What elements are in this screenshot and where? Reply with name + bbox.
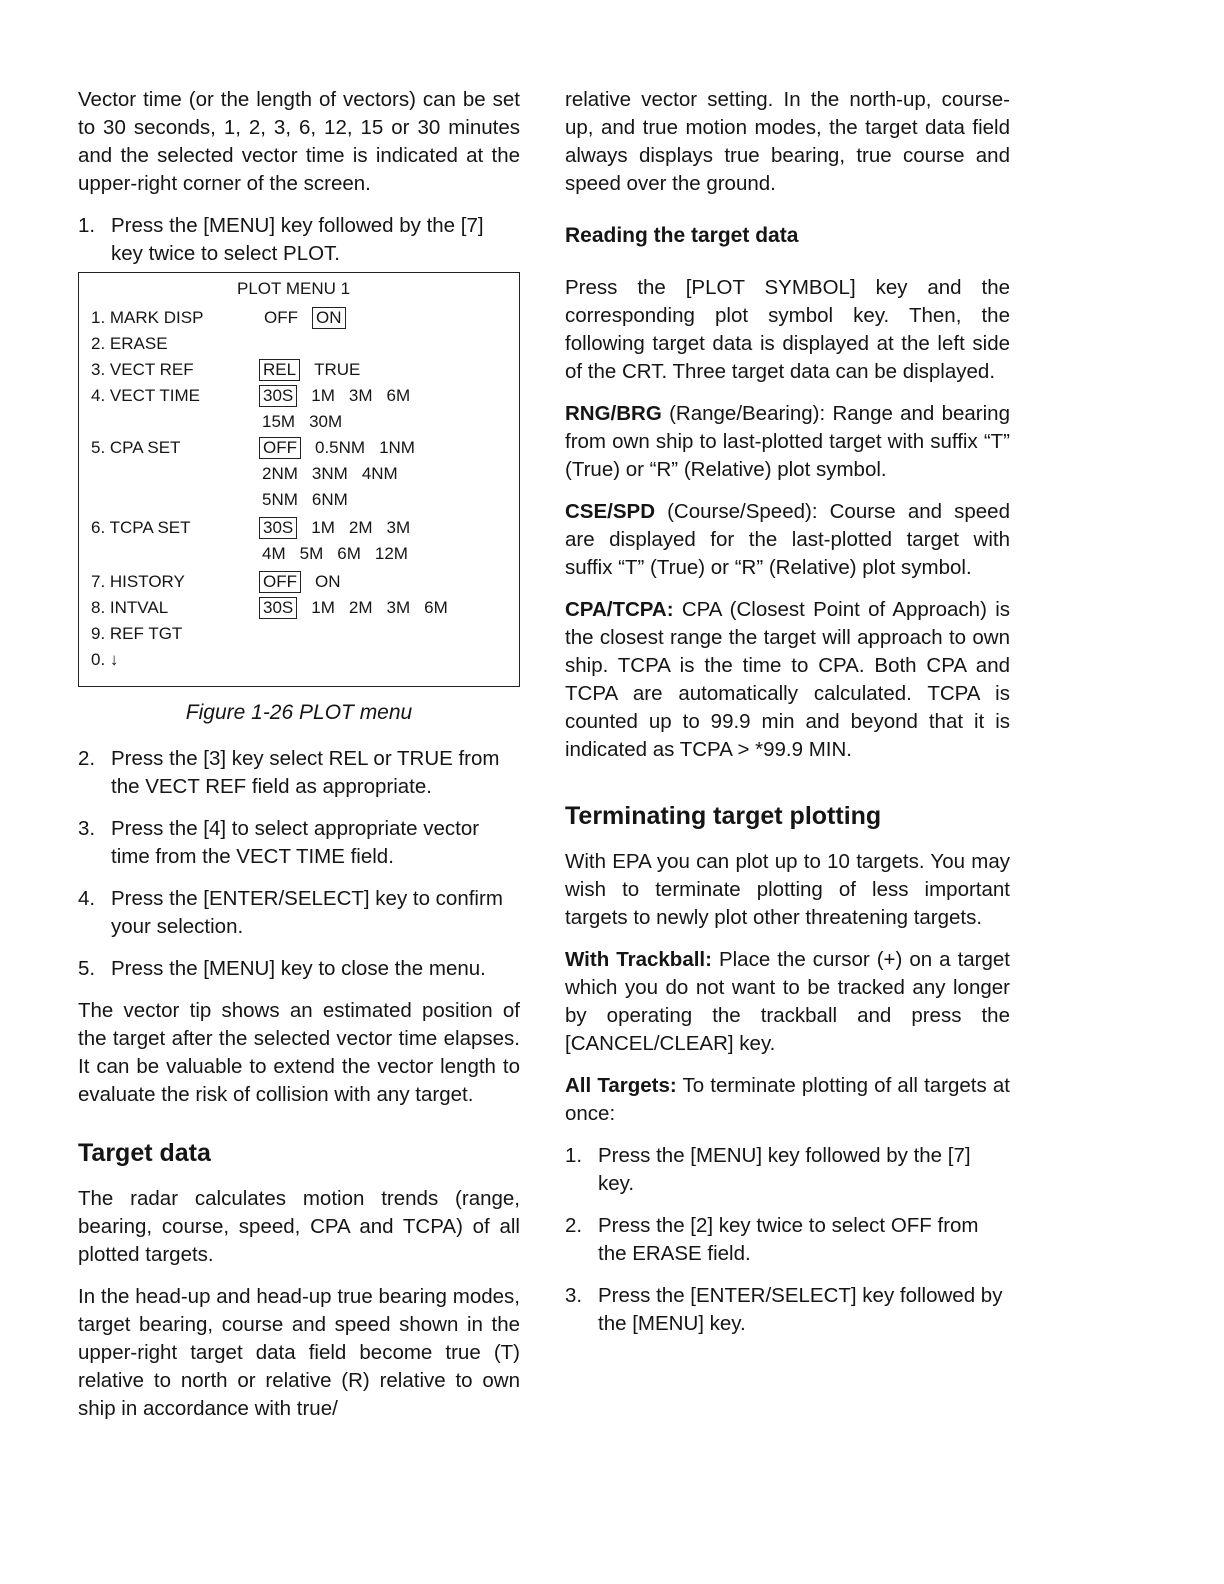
continued-paragraph: relative vector setting. In the north-up, course-up, and true motion modes, the target data field always displays true bearing, true course and speed over the ground. bbox=[565, 88, 1010, 195]
all-targets-paragraph: All Targets: To terminate plotting of all targets at once: bbox=[565, 1074, 1010, 1125]
selected-option: ON bbox=[312, 307, 346, 329]
selected-option: 30S bbox=[259, 597, 297, 619]
cpa-set-options-2: 2NM 3NM 4NM bbox=[262, 464, 398, 483]
rng-brg-paragraph: RNG/BRG (Range/Bearing): Range and bearing from own ship to last-plotted target with suffix “T” (True) or “R” (Relative) plot symbol. bbox=[565, 402, 1010, 481]
vect-ref-options: REL TRUE bbox=[259, 357, 374, 383]
menu-row-erase: 2. ERASE bbox=[91, 334, 168, 353]
rng-brg-term: RNG/BRG bbox=[565, 402, 662, 425]
right-column bbox=[565, 86, 1010, 1352]
tcpa-set-options-2: 4M 5M 6M 12M bbox=[262, 544, 408, 563]
target-data-heading: Target data bbox=[78, 1139, 211, 1167]
menu-row-intval: 8. INTVAL bbox=[91, 598, 169, 617]
menu-row-cpa-set: 5. CPA SET bbox=[91, 438, 181, 457]
step-1 bbox=[78, 212, 520, 268]
selected-option: 30S bbox=[259, 385, 297, 407]
selected-option: REL bbox=[259, 359, 300, 381]
target-data-paragraph-2: In the head-up and head-up true bearing modes, target bearing, course and speed shown in the upper-right target data field become true (T) relative to north or relative (R) relative to own ship in accordance with true/ bbox=[78, 1285, 520, 1420]
menu-row-tcpa-set: 6. TCPA SET bbox=[91, 518, 191, 537]
menu-row-vect-ref: 3. VECT REF bbox=[91, 360, 194, 379]
menu-title: PLOT MENU 1 bbox=[237, 279, 351, 298]
tcpa-set-options: 30S 1M 2M 3M bbox=[259, 515, 424, 541]
plot-menu-figure bbox=[78, 272, 520, 687]
figure-caption: Figure 1-26 PLOT menu bbox=[185, 701, 413, 724]
step-5: 5. Press the [MENU] key to close the menu. bbox=[78, 957, 486, 980]
selected-option: 30S bbox=[259, 517, 297, 539]
intro-paragraph: Vector time (or the length of vectors) can be set to 30 seconds, 1, 2, 3, 6, 12, 15 or 30 minutes and the selected vector time is indicated at the upper-right corner of the screen. bbox=[78, 88, 520, 195]
step-4: 4. Press the [ENTER/SELECT] key to confirm your selection. bbox=[78, 887, 503, 938]
menu-row-history: 7. HISTORY bbox=[91, 572, 185, 591]
trackball-term: With Trackball: bbox=[565, 948, 712, 971]
terminating-paragraph: With EPA you can plot up to 10 targets. You may wish to terminate plotting of less important targets to newly plot other threatening targets. bbox=[565, 850, 1010, 929]
reading-target-data-heading: Reading the target data bbox=[565, 224, 799, 247]
terminating-heading: Terminating target plotting bbox=[565, 802, 882, 830]
cse-spd-term: CSE/SPD bbox=[565, 500, 655, 523]
reading-paragraph: Press the [PLOT SYMBOL] key and the corresponding plot symbol key. Then, the following target data is displayed at the left side of the CRT. Three target data can be displayed. bbox=[565, 276, 1010, 383]
vect-time-options-2: 15M 30M bbox=[262, 412, 343, 431]
cpa-set-options: OFF 0.5NM 1NM bbox=[259, 435, 429, 461]
step-text: Press the [MENU] key followed by the [7] key twice to select PLOT. bbox=[111, 214, 484, 265]
menu-row-ref-tgt: 9. REF TGT bbox=[91, 624, 183, 643]
intval-options: 30S 1M 2M 3M 6M bbox=[259, 595, 462, 621]
menu-row-next: 0. ↓ bbox=[91, 650, 119, 669]
trackball-paragraph: With Trackball: Place the cursor (+) on a target which you do not want to be tracked any longer by operating the trackball and press the [CANCEL/CLEAR] key. bbox=[565, 948, 1010, 1055]
menu-row-vect-time: 4. VECT TIME bbox=[91, 386, 200, 405]
all-targets-term: All Targets: bbox=[565, 1074, 677, 1097]
step-number: 1. bbox=[78, 214, 96, 237]
mark-disp-options: OFF ON bbox=[264, 305, 360, 331]
cpa-tcpa-term: CPA/TCPA: bbox=[565, 598, 674, 621]
vect-time-options: 30S 1M 3M 6M bbox=[259, 383, 424, 409]
menu-row-mark-disp: 1. MARK DISP bbox=[91, 308, 204, 327]
cpa-tcpa-paragraph: CPA/TCPA: CPA (Closest Point of Approach) is the closest range the target will approach to own ship. TCPA is the time to CPA. Both CPA and TCPA are automatically calculated. TCPA is counted up to 99.9 min and beyond that it is indicated as TCPA > *99.9 MIN. bbox=[565, 598, 1010, 761]
selected-option: OFF bbox=[259, 437, 301, 459]
step-3: 3. Press the [4] to select appropriate vector time from the VECT TIME field. bbox=[78, 817, 480, 868]
target-data-paragraph-1: The radar calculates motion trends (range, bearing, course, speed, CPA and TCPA) of all plotted targets. bbox=[78, 1187, 520, 1266]
history-options: OFF ON bbox=[259, 569, 355, 595]
selected-option: OFF bbox=[259, 571, 301, 593]
right-step-2: 2. Press the [2] key twice to select OFF from the ERASE field. bbox=[565, 1214, 979, 1265]
left-column bbox=[78, 86, 520, 1437]
vector-tip-paragraph: The vector tip shows an estimated position of the target after the selected vector time elapses. It can be valuable to extend the vector length to evaluate the risk of collision with any target. bbox=[78, 999, 520, 1106]
right-step-1: 1. Press the [MENU] key followed by the [7] key. bbox=[565, 1144, 971, 1195]
cse-spd-paragraph: CSE/SPD (Course/Speed): Course and speed are displayed for the last-plotted target with suffix “T” (True) or “R” (Relative) plot symbol. bbox=[565, 500, 1010, 579]
right-step-3: 3. Press the [ENTER/SELECT] key followed by the [MENU] key. bbox=[565, 1284, 1003, 1335]
cpa-set-options-3: 5NM 6NM bbox=[262, 490, 348, 509]
step-2: 2. Press the [3] key select REL or TRUE from the VECT REF field as appropriate. bbox=[78, 747, 500, 798]
